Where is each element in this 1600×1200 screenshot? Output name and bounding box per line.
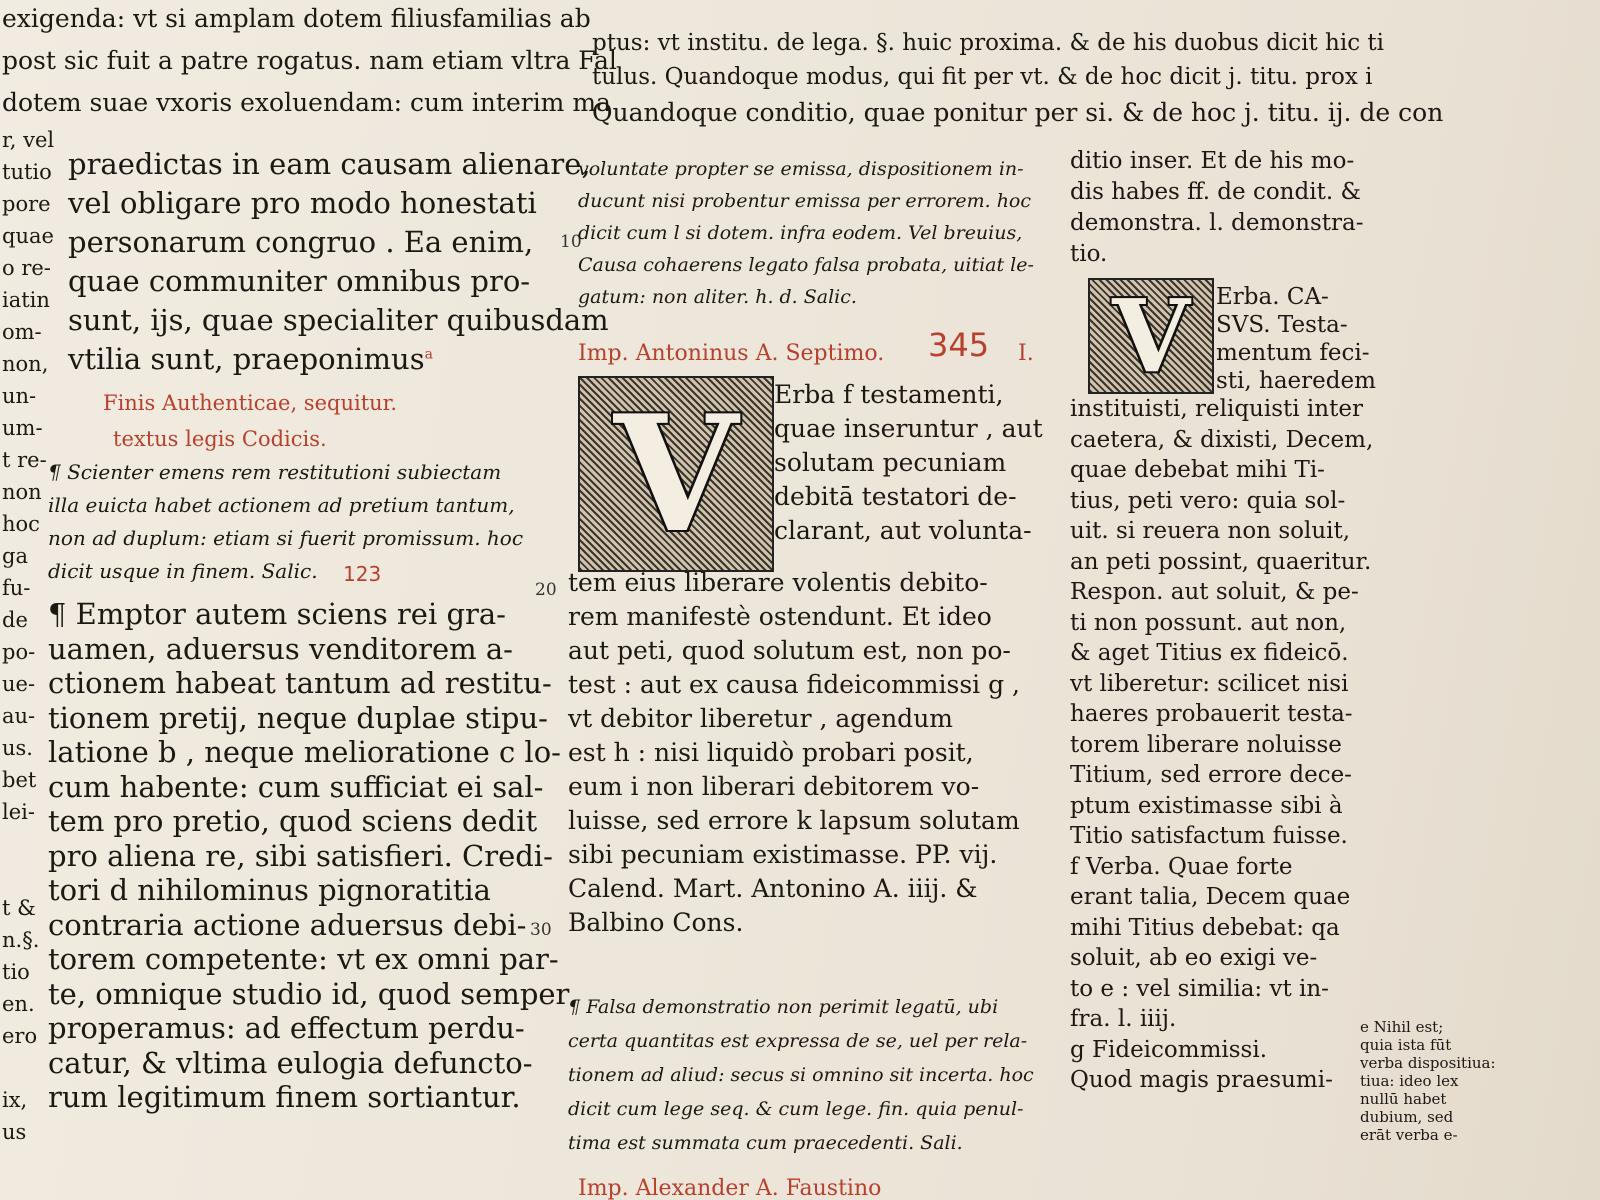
text-line: personarum congruo . Ea enim, xyxy=(68,225,534,259)
text-line: ptum existimasse sibi à xyxy=(1070,792,1343,819)
text-line xyxy=(68,342,433,376)
text-line: tori d nihilominus pignoratitia xyxy=(48,873,491,907)
text-line: e Nihil est; xyxy=(1360,1018,1444,1036)
law-number: I. xyxy=(1018,341,1034,366)
text-line: ptus: vt institu. de lega. §. huic proxima. & de his duobus dicit hic ti xyxy=(592,30,1385,56)
text-line: hoc xyxy=(2,512,40,536)
text-line: g Fideicommissi. xyxy=(1070,1036,1268,1063)
text-line: tulus. Quandoque modus, qui fit per vt. & de hoc dicit j. titu. prox i xyxy=(592,64,1373,90)
text-line: latione b , neque melioratione c lo- xyxy=(48,735,561,769)
text-line: an peti possint, quaeritur. xyxy=(1070,548,1372,575)
text-line: dubium, sed xyxy=(1360,1108,1454,1126)
red-heading: textus legis Codicis. xyxy=(113,427,327,451)
text-line: ¶ Emptor autem sciens rei gra- xyxy=(48,597,506,631)
text-line: en. xyxy=(2,992,35,1016)
text-line: ix, xyxy=(2,1088,28,1112)
summary-line: dicit usque in finem. Salic. xyxy=(48,559,318,583)
text-line: po- xyxy=(2,640,36,664)
text-line: eum i non liberari debitorem vo- xyxy=(568,772,980,801)
summary-line: ¶ Scienter emens rem restitutioni subiectam xyxy=(48,460,502,484)
text-line: uit. si reuera non soluit, xyxy=(1070,518,1351,544)
text-line: nullū habet xyxy=(1360,1090,1447,1108)
text-line: uamen, aduersus venditorem a- xyxy=(48,631,513,666)
text-line: tionem pretij, neque duplae stipu- xyxy=(48,700,548,735)
text-line: voluntate propter se emissa, dispositionem in- xyxy=(578,158,1024,180)
red-heading: Finis Authenticae, sequitur. xyxy=(103,391,398,415)
line-number: 20 xyxy=(535,580,557,600)
text-line: dotem suae vxoris exoluendam: cum interim ma xyxy=(2,88,611,117)
text-line: quae xyxy=(2,224,54,248)
text-line: Erba. CA- xyxy=(1216,284,1329,310)
text-line: torem competente: vt ex omni par- xyxy=(48,942,559,976)
text-line: fu- xyxy=(2,576,31,600)
text-line: catur, & vltima eulogia defuncto- xyxy=(48,1045,533,1080)
woodcut-initial: V xyxy=(1088,278,1214,394)
text-line: dicit cum lege seq. & cum lege. fin. quia penul- xyxy=(568,1098,1024,1120)
text-line: exigenda: vt si amplam dotem filiusfamilias ab xyxy=(2,4,591,33)
text-line: ti non possunt. aut non, xyxy=(1070,609,1347,636)
text-line: pro aliena re, sibi satisfieri. Credi- xyxy=(48,838,553,873)
text-line: instituisti, reliquisti inter xyxy=(1070,396,1363,422)
footnote-marker: a xyxy=(424,346,433,363)
text-line-content: vtilia sunt, praeponimus xyxy=(68,342,425,376)
text-line: post sic fuit a patre rogatus. nam etiam vltra Fal xyxy=(2,46,617,75)
text-line: ero xyxy=(2,1024,38,1048)
text-line: r, vel xyxy=(2,128,55,152)
text-line: sti, haeredem xyxy=(1216,368,1376,394)
line-number: 30 xyxy=(530,920,552,940)
text-line: debitā testatori de- xyxy=(774,482,1017,511)
text-line: au- xyxy=(2,704,36,728)
text-line: dis habes ff. de condit. & xyxy=(1070,179,1361,205)
text-line: ducunt nisi probentur emissa per errorem. hoc xyxy=(578,190,1032,212)
text-line: SVS. Testa- xyxy=(1216,312,1348,338)
text-line: quae communiter omnibus pro- xyxy=(68,264,531,298)
text-line: lei- xyxy=(2,800,35,824)
text-line: non xyxy=(2,480,42,504)
text-line: ctionem habeat tantum ad restitu- xyxy=(48,666,552,700)
text-line: tutio xyxy=(2,160,52,184)
text-line: est h : nisi liquidò probari posit, xyxy=(568,738,974,767)
text-line: quae inseruntur , aut xyxy=(774,414,1043,443)
text-line: t & xyxy=(2,896,36,920)
text-line: sunt, ijs, quae specialiter quibusdam xyxy=(68,303,609,337)
text-line: tiua: ideo lex xyxy=(1360,1072,1459,1090)
text-line: tem eius liberare volentis debito- xyxy=(568,568,988,597)
line-number: 10 xyxy=(560,232,582,252)
text-line: mentum feci- xyxy=(1216,340,1370,366)
text-line: f Verba. Quae forte xyxy=(1070,853,1293,880)
text-line: ue- xyxy=(2,672,36,696)
text-line: tionem ad aliud: secus si omnino sit incerta. hoc xyxy=(568,1064,1034,1086)
text-line: certa quantitas est expressa de se, uel per rela- xyxy=(568,1030,1028,1052)
text-line: tius, peti vero: quia sol- xyxy=(1070,487,1346,514)
summary-line: illa euicta habet actionem ad pretium tantum, xyxy=(48,493,515,517)
text-line: om- xyxy=(2,320,42,344)
text-line: contraria actione aduersus debi- xyxy=(48,907,527,942)
text-line: us. xyxy=(2,736,33,760)
text-line: n.§. xyxy=(2,928,40,952)
text-line: vt debitor liberetur , agendum xyxy=(568,704,953,733)
text-line: erant talia, Decem quae xyxy=(1070,884,1351,910)
text-line: dicit cum l si dotem. infra eodem. Vel breuius, xyxy=(578,222,1023,244)
text-line: mihi Titius debebat: qa xyxy=(1070,914,1340,941)
text-line: & aget Titius ex fideicō. xyxy=(1070,640,1349,666)
text-line: fra. l. iiij. xyxy=(1070,1006,1177,1032)
text-line: tima est summata cum praecedenti. Sali. xyxy=(568,1132,963,1154)
text-line: rum legitimum finem sortiantur. xyxy=(48,1080,521,1114)
rubric: Imp. Antoninus A. Septimo. xyxy=(578,341,885,366)
text-line: non, xyxy=(2,352,49,376)
text-line: Titio satisfactum fuisse. xyxy=(1070,823,1348,849)
text-line: ga xyxy=(2,544,28,568)
text-line: un- xyxy=(2,384,37,408)
text-line: test : aut ex causa fideicommissi g , xyxy=(568,670,1020,699)
bottom-rubric: Imp. Alexander A. Faustino xyxy=(578,1176,882,1200)
text-line: ¶ Falsa demonstratio non perimit legatū, ubi xyxy=(568,996,999,1018)
summary-line: non ad duplum: etiam si fuerit promissum. hoc xyxy=(48,526,524,550)
text-line: erāt verba e- xyxy=(1360,1126,1458,1144)
text-line: solutam pecuniam xyxy=(774,448,1007,477)
text-line: vel obligare pro modo honestati xyxy=(68,186,537,220)
text-line: te, omnique studio id, quod semper xyxy=(48,976,570,1011)
text-line: us xyxy=(2,1120,27,1144)
text-line: tem pro pretio, quod sciens dedit xyxy=(48,804,538,838)
text-line: de xyxy=(2,608,28,632)
text-line: Causa cohaerens legato falsa probata, uitiat le- xyxy=(578,254,1034,276)
text-line: ditio inser. Et de his mo- xyxy=(1070,148,1355,174)
text-line: t re- xyxy=(2,448,47,472)
text-line: clarant, aut volunta- xyxy=(774,516,1032,545)
pencil-annotation: 123 xyxy=(343,562,382,586)
text-line: properamus: ad effectum perdu- xyxy=(48,1011,525,1045)
text-line: soluit, ab eo exigi ve- xyxy=(1070,945,1318,971)
text-line: quia ista fūt xyxy=(1360,1036,1452,1054)
text-line: torem liberare noluisse xyxy=(1070,731,1342,758)
text-line: demonstra. l. demonstra- xyxy=(1070,210,1364,236)
text-line: Quod magis praesumi- xyxy=(1070,1067,1333,1093)
text-line: sibi pecuniam existimasse. PP. vij. xyxy=(568,840,998,869)
text-line: Respon. aut soluit, & pe- xyxy=(1070,579,1359,605)
text-line: tio xyxy=(2,960,30,984)
text-line: quae debebat mihi Ti- xyxy=(1070,457,1325,483)
text-line: Calend. Mart. Antonino A. iiij. & xyxy=(568,874,978,903)
text-line: pore xyxy=(2,192,51,216)
text-line: luisse, sed errore k lapsum solutam xyxy=(568,806,1020,835)
pencil-annotation: 345 xyxy=(928,326,990,364)
text-line: tio. xyxy=(1070,241,1108,267)
text-line: o re- xyxy=(2,256,51,280)
text-line: verba dispositiua: xyxy=(1360,1054,1496,1072)
text-line: um- xyxy=(2,416,43,440)
text-line: caetera, & dixisti, Decem, xyxy=(1070,426,1374,453)
text-line: rem manifestè ostendunt. Et ideo xyxy=(568,602,992,631)
text-line: vt liberetur: scilicet nisi xyxy=(1070,670,1349,697)
text-line: haeres probauerit testa- xyxy=(1070,701,1353,727)
text-line: praedictas in eam causam alienare, xyxy=(68,147,591,181)
text-line: Titium, sed errore dece- xyxy=(1070,762,1352,788)
text-line: bet xyxy=(2,768,37,792)
text-line: Quandoque conditio, quae ponitur per si. & de hoc j. titu. ij. de con xyxy=(592,98,1444,127)
text-line: Balbino Cons. xyxy=(568,908,744,937)
text-line: aut peti, quod solutum est, non po- xyxy=(568,636,1011,665)
text-line: to e : vel similia: vt in- xyxy=(1070,975,1329,1002)
text-line: gatum: non aliter. h. d. Salic. xyxy=(578,286,857,308)
text-line: iatin xyxy=(2,288,50,312)
text-line: cum habente: cum sufficiat ei sal- xyxy=(48,769,544,804)
woodcut-initial: V xyxy=(578,376,774,572)
text-line: Erba f testamenti, xyxy=(774,380,1004,409)
